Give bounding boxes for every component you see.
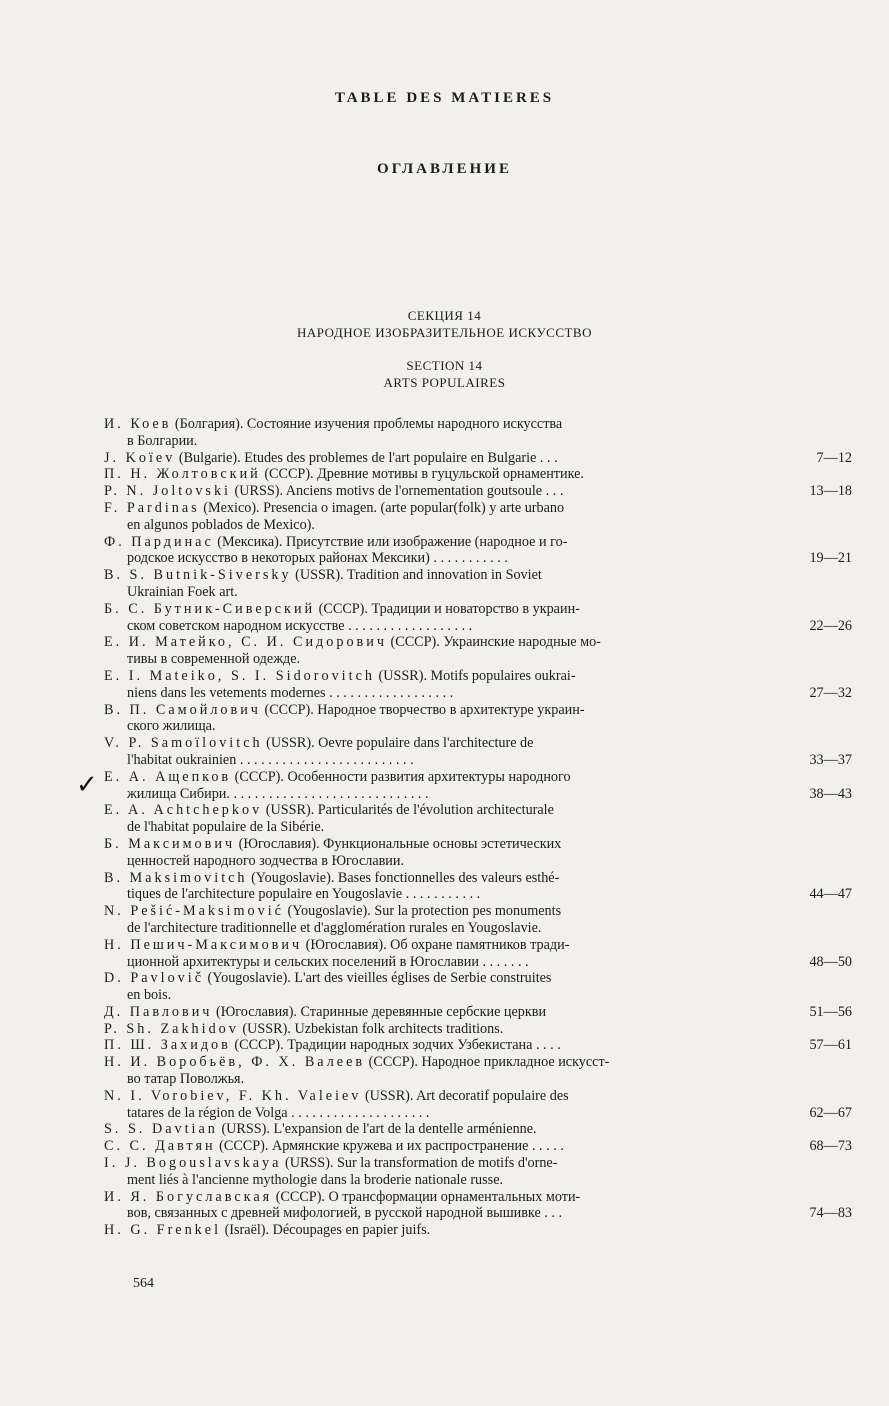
toc-entry	[104, 702, 852, 736]
entry-author: B. Maksimovitch	[104, 869, 248, 886]
entry-page-range: 44—47	[809, 886, 852, 903]
toc-entry	[104, 937, 852, 971]
entry-title: (USSR). Oevre populaire dans l'architecture de	[262, 735, 534, 752]
toc-entry	[104, 483, 852, 500]
entry-first-line	[104, 534, 774, 551]
toc-entry	[104, 970, 852, 1004]
entry-page-range: 22—26	[809, 617, 852, 634]
toc-entry	[104, 870, 852, 904]
toc-entry	[104, 1138, 852, 1155]
entry-first-line	[104, 836, 774, 853]
entry-first-line	[104, 1189, 774, 1206]
entry-continuation: тивы в современной одежде.	[127, 651, 301, 668]
entry-continuation: tatares de la région de Volga . . . . . . . . . . . . . . . . . . . .	[127, 1104, 430, 1121]
section-number-russian: СЕКЦИЯ 14	[407, 308, 482, 323]
entry-page-range: 13—18	[809, 483, 852, 500]
entry-page-range: 19—21	[809, 550, 852, 567]
entry-first-line	[104, 1088, 774, 1105]
toc-entry	[104, 1155, 852, 1189]
entry-first-line	[104, 1121, 774, 1138]
title-french: TABLE DES MATIERES	[334, 90, 555, 106]
entry-page-range: 62—67	[809, 1104, 852, 1121]
entry-title: (Югославия). Функциональные основы эстетических	[235, 835, 562, 852]
entry-title: (СССР). Особенности развития архитектуры народного	[231, 768, 571, 785]
entry-title: (Yougoslavie). Sur la protection pes monuments	[283, 903, 562, 920]
entry-author: В. П. Самойлович	[104, 701, 261, 718]
entry-title: (URSS). Anciens motivs de l'ornementation goutsoule . . .	[231, 483, 564, 500]
entry-title: (Югославия). Об охране памятников тради-	[302, 936, 570, 953]
entry-continuation: l'habitat oukrainien . . . . . . . . . . . . . . . . . . . . . . . . .	[127, 751, 414, 768]
toc-entry	[104, 1037, 852, 1054]
entry-continuation: ценностей народного зодчества в Югославии.	[127, 852, 405, 869]
entry-continuation: жилища Сибири. . . . . . . . . . . . . . . . . . . . . . . . . . . . .	[127, 785, 429, 802]
entry-author: Н. И. Воробьёв, Ф. Х. Валеев	[104, 1054, 366, 1071]
entry-author: H. G. Frenkel	[104, 1222, 222, 1239]
entry-title: (СССР). Традиции и новаторство в украин-	[315, 600, 580, 617]
entry-title: (СССР). Народное прикладное искусст-	[365, 1054, 610, 1071]
entry-page-range: 68—73	[809, 1138, 852, 1155]
entry-first-line	[104, 802, 774, 819]
entry-first-line	[104, 1138, 774, 1155]
entry-author: Н. Пешич-Максимович	[104, 936, 303, 953]
entry-title: (Мексика). Присутствие или изображение (народное и го-	[213, 533, 568, 550]
entry-continuation: вов, связанных с древней мифологией, в русской народной вышивке . . .	[127, 1205, 563, 1222]
toc-entry	[104, 735, 852, 769]
entry-author: V. P. Samoïlovitch	[104, 735, 263, 752]
entry-author: П. Ш. Захидов	[104, 1037, 231, 1054]
entry-author: B. S. Butnik-Siversky	[104, 567, 292, 584]
entry-author: S. S. Davtian	[104, 1121, 218, 1138]
entry-title: (USSR). Particularités de l'évolution architecturale	[262, 802, 554, 819]
toc-entry	[104, 1088, 852, 1122]
entry-first-line	[104, 1054, 774, 1071]
entry-first-line	[104, 567, 774, 584]
toc-entry	[104, 1054, 852, 1088]
entry-title: (USSR). Uzbekistan folk architects traditions.	[238, 1020, 504, 1037]
entry-first-line	[104, 937, 774, 954]
toc-entry	[104, 1021, 852, 1038]
entry-title: (СССР). Древние мотивы в гуцульской орнаментике.	[260, 466, 584, 483]
entry-title: (СССР). Армянские кружева и их распространение . . . . .	[215, 1138, 564, 1155]
entry-author: F. Pardinas	[104, 499, 200, 516]
entry-title: (Mexico). Presencia o imagen. (arte popular(folk) y arte urbano	[199, 499, 565, 516]
entry-title: (Israël). Découpages en papier juifs.	[221, 1222, 431, 1239]
entry-first-line	[104, 735, 774, 752]
entry-first-line	[104, 1155, 774, 1172]
entry-title: (СССР). Украинские народные мо-	[386, 634, 601, 651]
entry-continuation: ционной архитектуры и сельских поселений в Югославии . . . . . . .	[127, 953, 529, 970]
section-name-russian: НАРОДНОЕ ИЗОБРАЗИТЕЛЬНОЕ ИСКУССТВО	[296, 325, 592, 340]
section-heading-french	[0, 357, 889, 391]
entry-author: И. Я. Богуславская	[104, 1188, 273, 1205]
toc-entry	[104, 1189, 852, 1223]
entry-title: (СССР). О трансформации орнаментальных моти-	[272, 1188, 581, 1205]
entry-first-line	[104, 1222, 774, 1239]
entry-first-line	[104, 1004, 774, 1021]
entry-continuation: в Болгарии.	[127, 432, 198, 449]
entry-first-line	[104, 668, 774, 685]
entry-page-range: 74—83	[809, 1205, 852, 1222]
entry-author: Б. Максимович	[104, 835, 236, 852]
toc-entry	[104, 466, 852, 483]
table-of-contents	[104, 416, 852, 1239]
entry-author: P. N. Joltovski	[104, 483, 231, 500]
entry-continuation: en algunos poblados de Mexico).	[127, 516, 315, 533]
toc-entry	[104, 450, 852, 467]
entry-author: Е. И. Матейко, С. И. Сидорович	[104, 634, 387, 651]
entry-page-range: 48—50	[809, 953, 852, 970]
entry-author: E. A. Achtchepkov	[104, 802, 263, 819]
entry-first-line	[104, 466, 774, 483]
page-number: 564	[133, 1276, 154, 1291]
entry-title: (Болгария). Состояние изучения проблемы народного искусства	[171, 416, 563, 432]
entry-first-line	[104, 634, 774, 651]
entry-first-line	[104, 483, 774, 500]
entry-continuation: ment liés à l'ancienne mythologie dans la broderie nationale russe.	[127, 1171, 504, 1188]
entry-title: (USSR). Art decoratif populaire des	[361, 1087, 569, 1104]
entry-continuation: de l'habitat populaire de la Sibérie.	[127, 819, 325, 836]
entry-continuation: во татар Поволжья.	[127, 1071, 245, 1088]
toc-entry	[104, 601, 852, 635]
toc-entry	[104, 634, 852, 668]
toc-entry	[104, 500, 852, 534]
entry-continuation: ском советском народном искусстве . . . . . . . . . . . . . . . . . .	[127, 617, 473, 634]
entry-continuation: en bois.	[127, 987, 172, 1004]
toc-entry	[104, 769, 852, 803]
entry-author: N. I. Vorobiev, F. Kh. Valeiev	[104, 1087, 362, 1104]
toc-entry	[104, 416, 852, 450]
entry-title: (Yougoslavie). L'art des vieilles églises de Serbie construites	[204, 970, 552, 987]
entry-page-range: 27—32	[809, 684, 852, 701]
entry-author: D. Pavlovič	[104, 970, 204, 987]
entry-page-range: 33—37	[809, 751, 852, 768]
entry-continuation: родское искусство в некоторых районах Мексики) . . . . . . . . . . .	[127, 550, 508, 567]
section-heading-russian	[0, 307, 889, 341]
entry-author: E. I. Mateiko, S. I. Sidorovitch	[104, 667, 375, 684]
entry-author: Е. А. Ащепков	[104, 768, 232, 785]
entry-page-range: 57—61	[809, 1037, 852, 1054]
entry-title: (Югославия). Старинные деревянные сербские церкви	[212, 1003, 547, 1020]
entry-author: С. С. Давтян	[104, 1138, 216, 1155]
toc-entry	[104, 567, 852, 601]
entry-continuation: Ukrainian Foek art.	[127, 583, 238, 600]
entry-title: (URSS). Sur la transformation de motifs d'orne-	[281, 1155, 558, 1172]
entry-first-line	[104, 1021, 774, 1038]
entry-author: П. Н. Жолтовский	[104, 466, 261, 483]
entry-first-line	[104, 769, 774, 786]
entry-continuation: de l'architecture traditionnelle et d'agglomération rurales en Yougoslavie.	[127, 919, 542, 936]
entry-title: (СССР). Традиции народных зодчих Узбекистана . . . .	[230, 1037, 561, 1054]
entry-author: P. Sh. Zakhidov	[104, 1020, 239, 1037]
entry-continuation: tiques de l'architecture populaire en Yougoslavie . . . . . . . . . . .	[127, 886, 481, 903]
entry-title: (USSR). Motifs populaires oukrai-	[374, 667, 576, 684]
entry-first-line	[104, 416, 774, 433]
entry-first-line	[104, 970, 774, 987]
entry-page-range: 51—56	[809, 1003, 852, 1020]
toc-entry	[104, 836, 852, 870]
entry-first-line	[104, 601, 774, 618]
entry-first-line	[104, 500, 774, 517]
entry-continuation: niens dans les vetements modernes . . . . . . . . . . . . . . . . . .	[127, 684, 454, 701]
entry-title: (USSR). Tradition and innovation in Soviet	[291, 567, 542, 584]
entry-author: И. Коев	[104, 416, 172, 432]
entry-author: J. Koïev	[104, 449, 176, 466]
entry-first-line	[104, 903, 774, 920]
title-russian: ОГЛАВЛЕНИЕ	[377, 161, 512, 177]
entry-page-range: 7—12	[816, 449, 852, 466]
entry-continuation: ского жилища.	[127, 718, 216, 735]
toc-entry	[104, 802, 852, 836]
toc-entry	[104, 668, 852, 702]
toc-entry	[104, 903, 852, 937]
entry-author: Ф. Пардинас	[104, 533, 214, 550]
entry-title: (Yougoslavie). Bases fonctionnelles des valeurs esthé-	[247, 869, 560, 886]
entry-page-range: 38—43	[809, 785, 852, 802]
entry-first-line	[104, 870, 774, 887]
entry-title: (СССР). Народное творчество в архитектуре украин-	[260, 701, 585, 718]
section-number-french: SECTION 14	[406, 358, 483, 373]
section-name-french: ARTS POPULAIRES	[383, 375, 506, 390]
toc-entry	[104, 1222, 852, 1239]
entry-author: I. J. Bogouslavskaya	[104, 1155, 282, 1172]
entry-author: Д. Павлович	[104, 1003, 213, 1020]
toc-entry	[104, 1121, 852, 1138]
entry-first-line	[104, 450, 774, 467]
entry-first-line	[104, 1037, 774, 1054]
entry-author: N. Pešić-Maksimović	[104, 903, 284, 920]
toc-entry	[104, 534, 852, 568]
toc-entry	[104, 1004, 852, 1021]
handwritten-check-mark-icon: ✓	[76, 770, 98, 800]
entry-title: (Bulgarie). Etudes des problemes de l'art populaire en Bulgarie . . .	[175, 449, 558, 466]
entry-first-line	[104, 702, 774, 719]
entry-author: Б. С. Бутник-Сиверский	[104, 600, 316, 617]
entry-title: (URSS). L'expansion de l'art de la dentelle arménienne.	[217, 1121, 537, 1138]
